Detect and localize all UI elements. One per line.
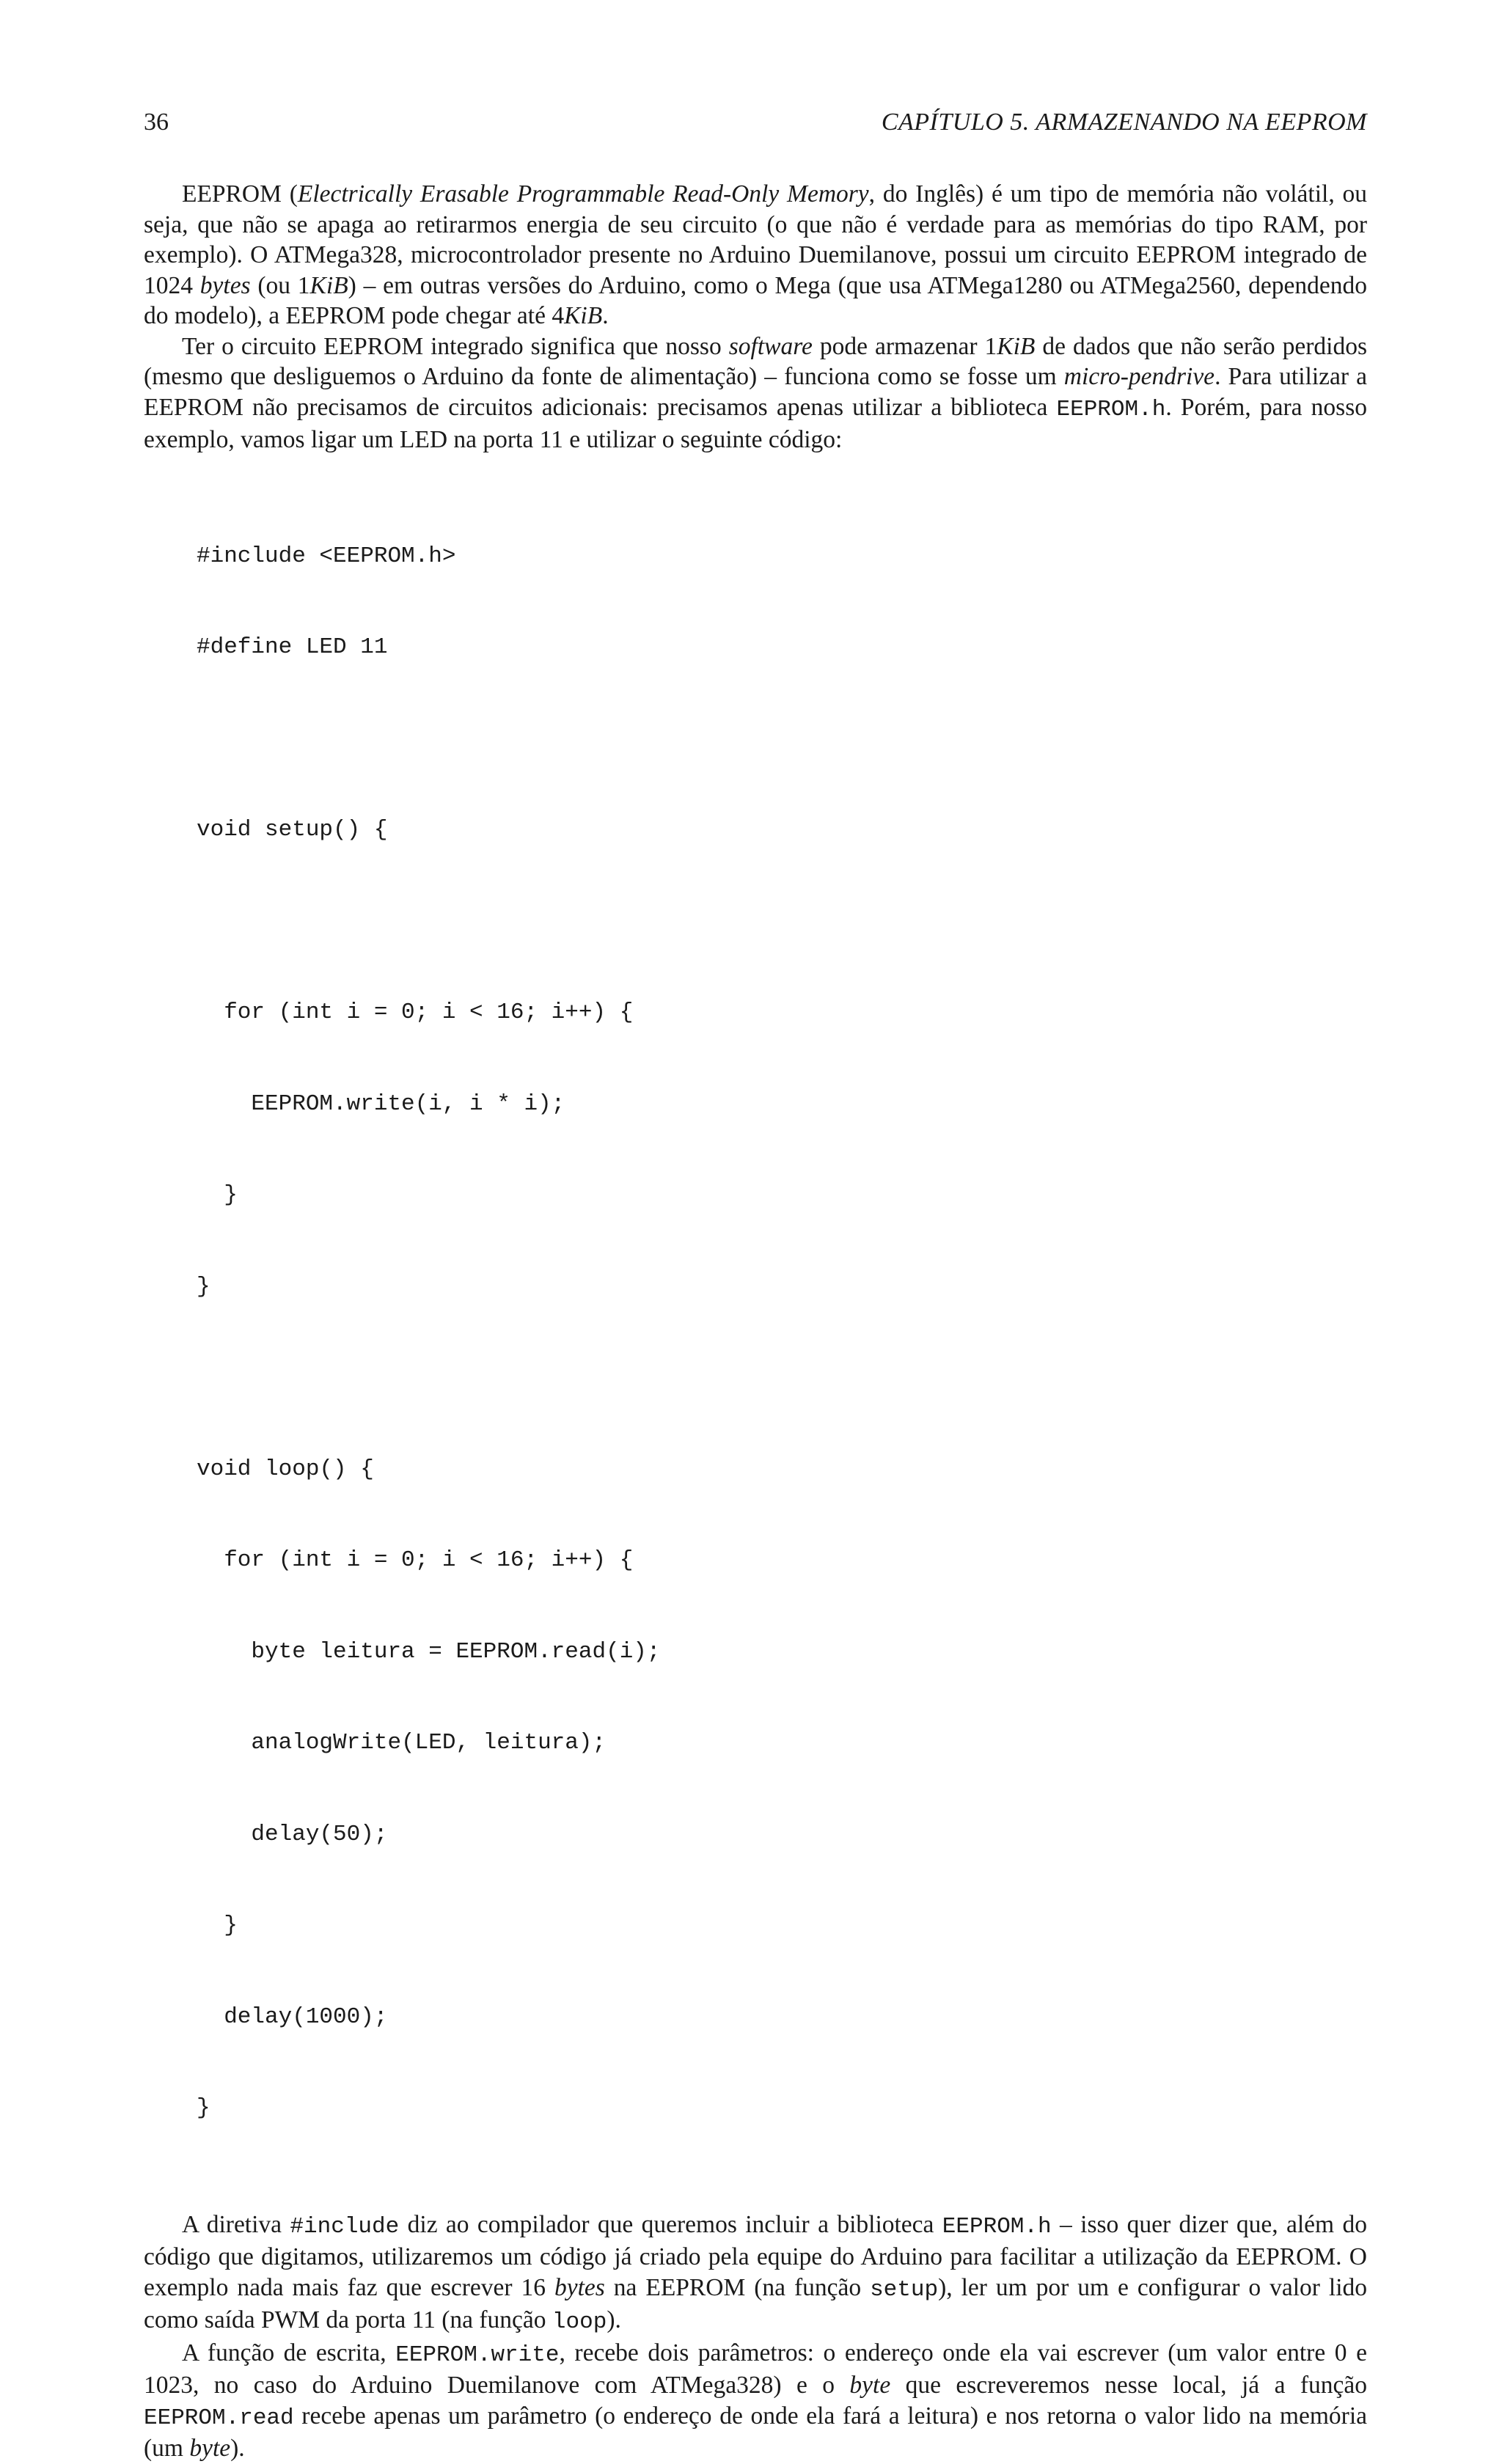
- math-unit: KiB: [564, 302, 603, 329]
- code-line: analogWrite(LED, leitura);: [197, 1730, 607, 1756]
- paragraph-functions-explanation: A função de escrita, EEPROM.write, recebe dois parâmetros: o endereço onde ela vai escrever (um valor entre 0 e 1023, no caso do Arduino Duemilanove com ATMega328) e o byte que escreveremos nesse local, já a função EEPROM.read recebe apenas um parâmetro (o endereço de onde ela fará a leitura) e nos retorna o valor lido na memória (um byte).: [144, 2339, 1367, 2462]
- code-line: void setup() {: [197, 817, 388, 843]
- paragraph-eeprom-usage: Ter o circuito EEPROM integrado significa que nosso software pode armazenar 1KiB de dados que não serão perdidos (mesmo que desliguemos o Arduino da fonte de alimentação) – funciona como se fosse um micro-pendrive. Para utilizar a EEPROM não precisamos de circuitos adicionais: precisamos apenas utilizar a biblioteca EEPROM.h. Porém, para nosso exemplo, vamos ligar um LED na porta 11 e utilizar o seguinte código:: [144, 332, 1367, 453]
- inline-code: loop: [552, 2309, 607, 2335]
- page-number: 36: [144, 109, 169, 136]
- inline-code: EEPROM.h: [942, 2213, 1052, 2240]
- body-text: [144, 179, 1367, 2464]
- inline-code: EEPROM.h: [1056, 396, 1166, 422]
- math-unit: KiB: [997, 332, 1036, 360]
- italic-term: micro-pendrive: [1063, 363, 1215, 390]
- code-line: [197, 1363, 1367, 1393]
- italic-term: Electrically Erasable Programmable Read-Only Memory: [297, 180, 869, 208]
- code-listing: [197, 480, 1367, 2185]
- italic-term: byte: [849, 2372, 891, 2399]
- code-line: for (int i = 0; i < 16; i++) {: [197, 1547, 634, 1573]
- code-line: EEPROM.write(i, i * i);: [197, 1090, 565, 1117]
- code-line: delay(1000);: [197, 2003, 388, 2030]
- code-line: #include <EEPROM.h>: [197, 543, 456, 569]
- italic-term: bytes: [199, 271, 251, 299]
- italic-term: software: [728, 332, 813, 360]
- inline-code: EEPROM.write: [395, 2342, 560, 2368]
- code-line: }: [197, 1913, 238, 1938]
- paragraph-eeprom-definition: EEPROM (Electrically Erasable Programmable Read-Only Memory, do Inglês) é um tipo de memória não volátil, ou seja, que não se apaga ao retirarmos energia de seu circuito (o que não é verdade para as memórias do tipo RAM, por exemplo). O ATMega328, microcontrolador presente no Arduino Duemilanove, possui um circuito EEPROM integrado de 1024 bytes (ou 1KiB) – em outras versões do Arduino, como o Mega (que usa ATMega1280 ou ATMega2560, dependendo do modelo), a EEPROM pode chegar até 4KiB.: [144, 180, 1368, 329]
- chapter-title: CAPÍTULO 5. ARMAZENANDO NA EEPROM: [881, 109, 1367, 136]
- paragraph-include-explanation: A diretiva #include diz ao compilador que queremos incluir a biblioteca EEPROM.h – isso quer dizer que, além do código que digitamos, utilizaremos um código já criado pela equipe do Arduino para facilitar a utilização da EEPROM. O exemplo nada mais faz que escrever 16 bytes na EEPROM (na função setup), ler um por um e configurar o valor lido como saída PWM da porta 11 (na função loop).: [144, 2210, 1368, 2335]
- code-line: for (int i = 0; i < 16; i++) {: [197, 1000, 634, 1025]
- code-line: [197, 724, 1367, 755]
- code-line: delay(50);: [197, 1821, 388, 1847]
- inline-code: #include: [290, 2213, 400, 2240]
- italic-term: bytes: [554, 2273, 605, 2301]
- code-line: }: [197, 1273, 210, 1299]
- italic-term: byte: [189, 2435, 231, 2462]
- code-line: [197, 906, 1367, 937]
- running-header: [144, 109, 1367, 144]
- code-line: }: [197, 1182, 238, 1208]
- code-line: void loop() {: [197, 1456, 374, 1482]
- math-unit: KiB: [309, 271, 348, 299]
- inline-code: EEPROM.read: [144, 2405, 294, 2431]
- code-line: }: [197, 2095, 210, 2121]
- inline-code: setup: [870, 2276, 939, 2303]
- code-line: byte leitura = EEPROM.read(i);: [197, 1638, 661, 1665]
- code-line: #define LED 11: [197, 634, 388, 660]
